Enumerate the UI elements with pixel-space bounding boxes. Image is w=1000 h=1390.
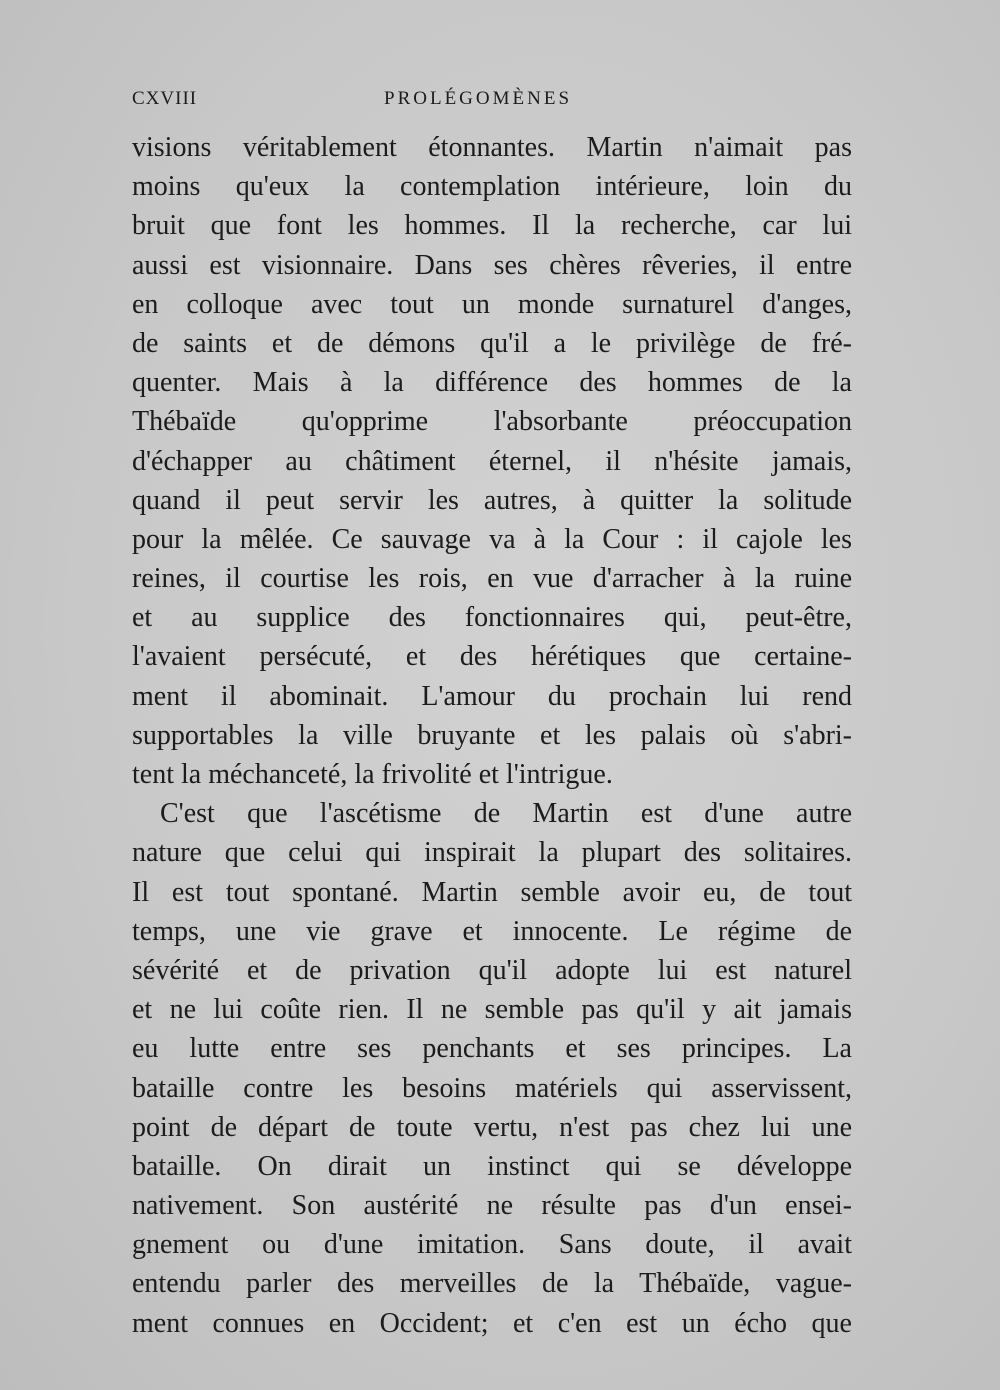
text-line: Il est tout spontané. Martin semble avoir eu, de tout bbox=[132, 876, 852, 908]
text-line: entendu parler des merveilles de la Thébaïde, vague- bbox=[132, 1268, 852, 1300]
text-line: et au supplice des fonctionnaires qui, peut-être, bbox=[132, 602, 852, 634]
text-line: bataille contre les besoins matériels qui asservissent, bbox=[132, 1072, 852, 1104]
text-line: moins qu'eux la contemplation intérieure, loin du bbox=[132, 171, 852, 203]
text-line: reines, il courtise les rois, en vue d'arracher à la ruine bbox=[132, 563, 852, 595]
text-line: visions véritablement étonnantes. Martin n'aimait pas bbox=[132, 132, 852, 163]
text-line: ment connues en Occident; et c'en est un écho que bbox=[132, 1307, 852, 1339]
text-line: et ne lui coûte rien. Il ne semble pas qu'il y ait jamais bbox=[132, 994, 852, 1026]
text-line: de saints et de démons qu'il a le privilège de fré- bbox=[132, 327, 852, 359]
text-line: bataille. On dirait un instinct qui se développe bbox=[132, 1150, 852, 1182]
text-line: bruit que font les hommes. Il la recherche, car lui bbox=[132, 210, 852, 242]
running-head bbox=[132, 88, 848, 118]
text-line: d'échapper au châtiment éternel, il n'hésite jamais, bbox=[132, 445, 852, 477]
text-line: pour la mêlée. Ce sauvage va à la Cour : il cajole les bbox=[132, 523, 852, 555]
text-line: point de départ de toute vertu, n'est pas chez lui une bbox=[132, 1111, 852, 1143]
text-line: tent la méchanceté, la frivolité et l'intrigue. bbox=[132, 759, 613, 790]
text-line: Thébaïde qu'opprime l'absorbante préoccupation bbox=[132, 406, 852, 438]
text-line: quenter. Mais à la différence des hommes de la bbox=[132, 367, 852, 399]
text-line: nature que celui qui inspirait la plupart des solitaires. bbox=[132, 837, 852, 869]
text-line: sévérité et de privation qu'il adopte lui est naturel bbox=[132, 954, 852, 986]
text-line: ment il abominait. L'amour du prochain lui rend bbox=[132, 680, 852, 712]
text-line: C'est que l'ascétisme de Martin est d'une autre bbox=[160, 798, 852, 830]
text-line: supportables la ville bruyante et les palais où s'abri- bbox=[132, 719, 852, 751]
text-line: temps, une vie grave et innocente. Le régime de bbox=[132, 915, 852, 947]
text-line: quand il peut servir les autres, à quitter la solitude bbox=[132, 484, 852, 516]
text-line: gnement ou d'une imitation. Sans doute, il avait bbox=[132, 1229, 852, 1261]
text-line: eu lutte entre ses penchants et ses principes. La bbox=[132, 1033, 852, 1065]
text-line: en colloque avec tout un monde surnaturel d'anges, bbox=[132, 288, 852, 320]
body-text bbox=[132, 128, 852, 1343]
running-title: PROLÉGOMÈNES bbox=[384, 88, 573, 109]
text-line: l'avaient persécuté, et des hérétiques que certaine- bbox=[132, 641, 852, 673]
page-number: CXVIII bbox=[132, 88, 198, 109]
text-line: nativement. Son austérité ne résulte pas d'un ensei- bbox=[132, 1190, 852, 1222]
text-line: aussi est visionnaire. Dans ses chères rêveries, il entre bbox=[132, 249, 852, 281]
